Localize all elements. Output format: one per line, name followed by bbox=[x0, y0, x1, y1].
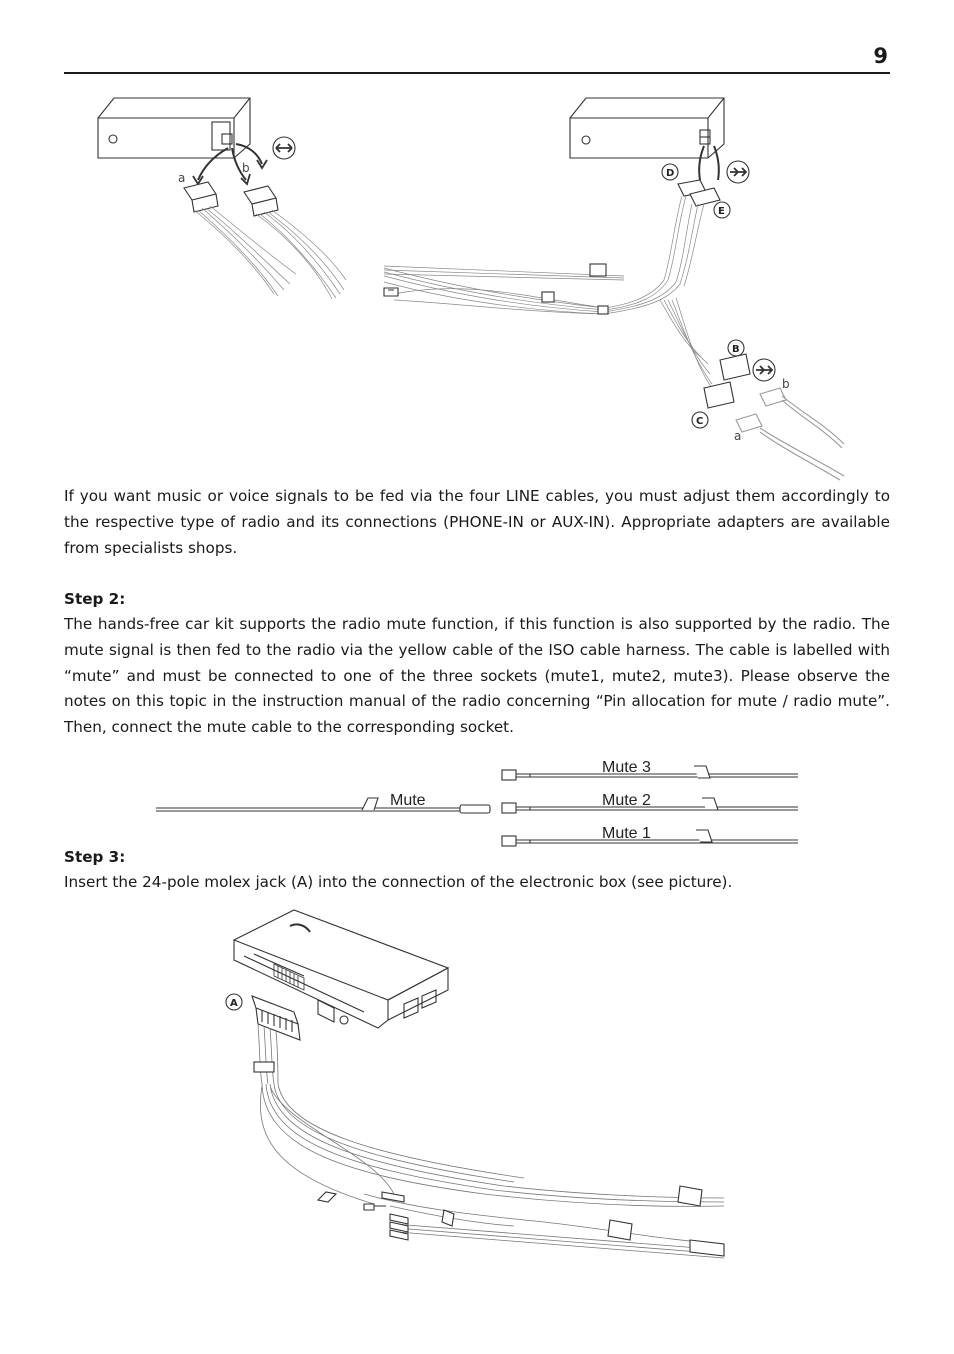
step2-heading: Step 2: bbox=[64, 590, 126, 608]
step3-text: Insert the 24-pole molex jack (A) into the connection of the electronic box (see picture). bbox=[64, 873, 733, 891]
electronic-box-diagram bbox=[214, 904, 734, 1264]
step3-heading: Step 3: bbox=[64, 848, 126, 866]
mute-label: Mute bbox=[390, 792, 426, 809]
radio-unit-right bbox=[570, 98, 724, 158]
label-a-right: a bbox=[734, 429, 742, 443]
label-a-left: a bbox=[178, 171, 186, 185]
mute-cable-diagram bbox=[140, 752, 810, 852]
mute1-label: Mute 1 bbox=[602, 825, 651, 842]
step2-text: The hands-free car kit supports the radio mute function, if this function is also supported by the radio. The mute signal is then fed to the radio via the yellow cable of the ISO cable harness. The cable is labelled with “mute” and must be connected to one of the three sockets (mute1, mute2, mute3). Please observe the notes on this topic in the instruction manual of the radio concerning “Pin allocation for mute / radio mute”. Then, connect the mute cable to the corresponding socket. bbox=[64, 615, 890, 737]
label-b-right: b bbox=[782, 377, 790, 391]
label-a-jack: A bbox=[230, 998, 238, 1009]
mute2-label: Mute 2 bbox=[602, 792, 651, 809]
label-d: D bbox=[666, 168, 675, 179]
connector-b-left bbox=[244, 186, 278, 216]
connector-a-left bbox=[184, 182, 218, 212]
header-rule bbox=[64, 72, 890, 74]
label-b-circle: B bbox=[732, 344, 740, 355]
label-e: E bbox=[718, 206, 725, 217]
mute3-label: Mute 3 bbox=[602, 759, 651, 776]
page-number: 9 bbox=[873, 44, 888, 68]
label-c-circle: C bbox=[696, 416, 704, 427]
paragraph-line-cables: If you want music or voice signals to be fed via the four LINE cables, you must adjust them accordingly to the respective type of radio and its connections (PHONE-IN or AUX-IN). Appropriate adapters are available from specialists shops. bbox=[64, 487, 890, 557]
label-b-left: b bbox=[242, 161, 250, 175]
radio-connection-diagram bbox=[64, 84, 890, 484]
